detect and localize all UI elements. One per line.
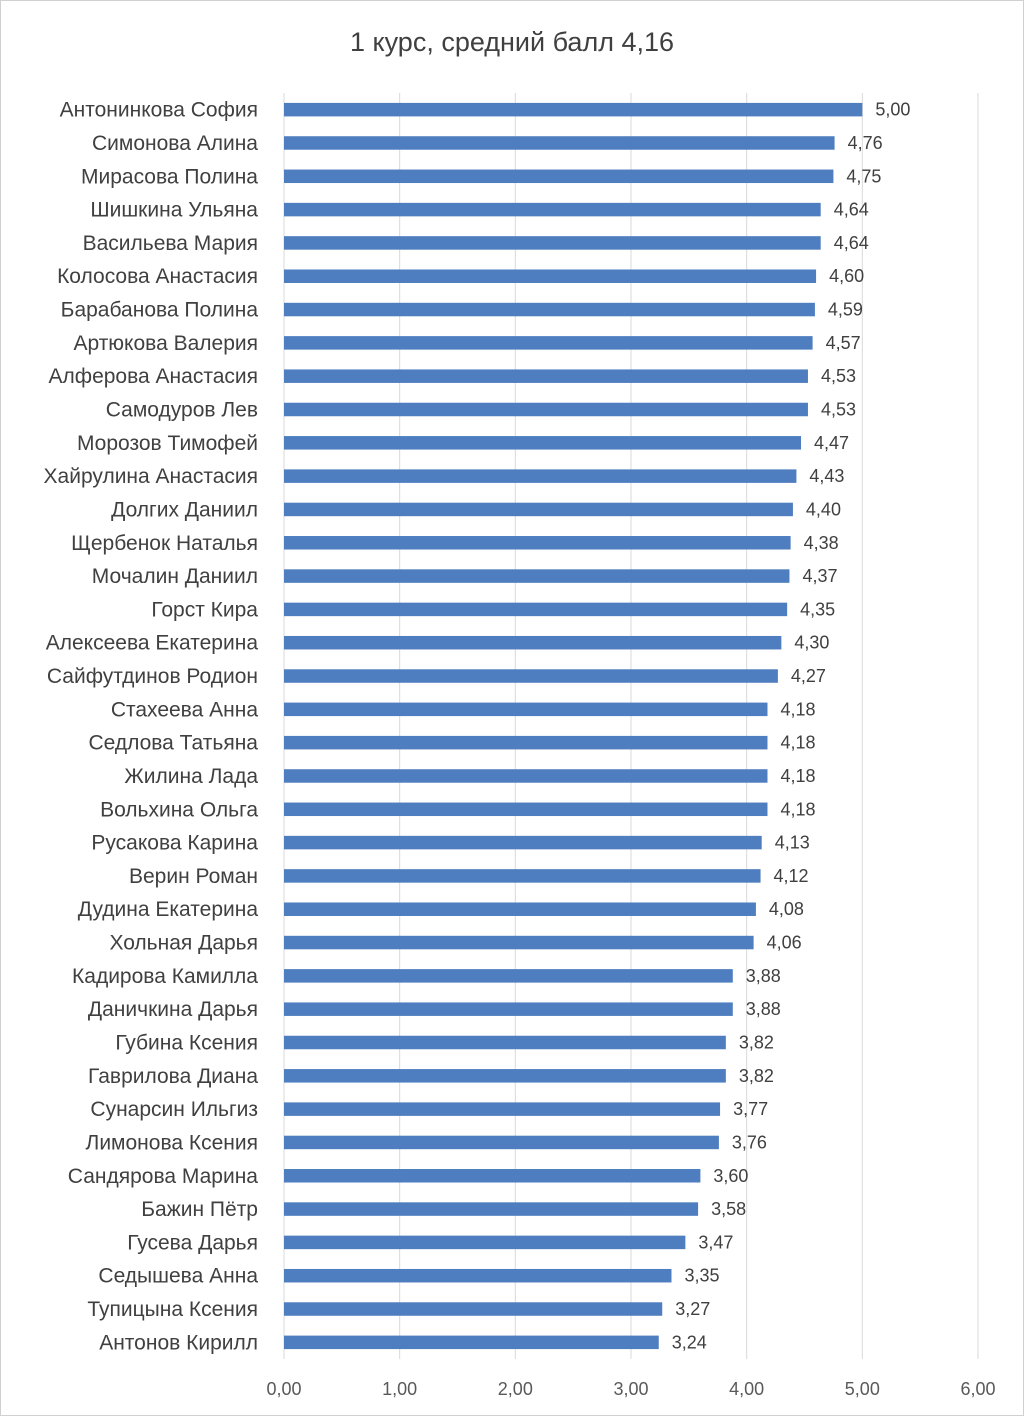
x-tick-label: 3,00 xyxy=(613,1379,649,1399)
category-label: Барабанова Полина xyxy=(60,298,258,322)
category-label: Мочалин Даниил xyxy=(91,565,258,589)
value-label: 4,57 xyxy=(825,332,861,353)
category-label: Гаврилова Диана xyxy=(88,1064,258,1088)
category-label: Шишкина Ульяна xyxy=(90,198,258,222)
value-label: 4,13 xyxy=(774,832,810,853)
bar xyxy=(284,170,833,184)
value-label: 3,24 xyxy=(671,1332,707,1353)
bar xyxy=(284,936,754,950)
bar xyxy=(284,969,733,983)
bar xyxy=(284,369,808,383)
bar xyxy=(284,1202,698,1216)
bar xyxy=(284,1236,685,1250)
value-label: 3,88 xyxy=(745,999,781,1020)
x-tick-label: 1,00 xyxy=(382,1379,418,1399)
value-label: 3,35 xyxy=(684,1265,720,1286)
category-label: Тупицына Ксения xyxy=(87,1298,258,1322)
bar xyxy=(284,269,816,283)
bar xyxy=(284,803,767,817)
value-label: 4,40 xyxy=(805,499,841,520)
category-label: Гусева Дарья xyxy=(127,1231,258,1255)
bar xyxy=(284,1169,700,1183)
category-label: Седышева Анна xyxy=(98,1264,258,1288)
value-label: 4,60 xyxy=(829,266,865,287)
value-labels xyxy=(672,100,911,1353)
value-label: 3,88 xyxy=(745,965,781,986)
bar xyxy=(284,902,756,916)
category-label: Щербенок Наталья xyxy=(71,531,258,555)
x-tick-label: 2,00 xyxy=(497,1379,533,1399)
bar xyxy=(284,303,815,317)
category-label: Антонинкова София xyxy=(59,98,258,122)
value-label: 4,43 xyxy=(809,466,845,487)
bar xyxy=(284,503,793,517)
category-label: Долгих Даниил xyxy=(111,498,258,522)
bar xyxy=(284,436,801,450)
category-label: Горст Кира xyxy=(151,598,258,622)
value-label: 5,00 xyxy=(875,99,911,120)
category-label: Даничкина Дарья xyxy=(87,998,258,1022)
x-tick-label: 0,00 xyxy=(266,1379,302,1399)
bar xyxy=(284,636,781,650)
bar xyxy=(284,136,835,150)
value-label: 3,76 xyxy=(731,1132,767,1153)
category-label: Васильева Мария xyxy=(82,231,258,255)
bar xyxy=(284,1069,726,1083)
chart-title: 1 курс, средний балл 4,16 xyxy=(349,27,675,57)
x-tick-label: 4,00 xyxy=(729,1379,765,1399)
category-label: Стахеева Анна xyxy=(110,698,258,722)
value-label: 4,30 xyxy=(794,632,830,653)
value-label: 4,64 xyxy=(833,199,869,220)
bar xyxy=(284,1036,726,1050)
bar xyxy=(284,669,778,683)
category-label: Дудина Екатерина xyxy=(77,898,258,922)
value-label: 3,60 xyxy=(713,1165,749,1186)
category-label: Губина Ксения xyxy=(115,1031,258,1055)
bar xyxy=(284,1269,671,1283)
value-label: 3,77 xyxy=(733,1099,769,1120)
value-label: 4,47 xyxy=(814,432,850,453)
category-label: Артюкова Валерия xyxy=(73,331,258,355)
value-label: 4,38 xyxy=(803,532,839,553)
bar xyxy=(284,1136,719,1150)
bar xyxy=(284,703,767,717)
value-label: 4,27 xyxy=(790,666,826,687)
value-label: 3,82 xyxy=(738,1032,774,1053)
x-axis-ticks xyxy=(266,1379,995,1399)
category-label: Сайфутдинов Родион xyxy=(46,665,258,689)
value-label: 4,18 xyxy=(780,732,816,753)
value-label: 3,27 xyxy=(675,1299,711,1320)
value-label: 3,47 xyxy=(698,1232,734,1253)
value-label: 3,82 xyxy=(738,1065,774,1086)
value-label: 4,75 xyxy=(846,166,882,187)
value-label: 4,18 xyxy=(780,765,816,786)
value-label: 4,18 xyxy=(780,699,816,720)
value-label: 4,35 xyxy=(800,599,836,620)
value-label: 4,76 xyxy=(847,132,883,153)
bar xyxy=(284,1002,733,1016)
bar xyxy=(284,1102,720,1116)
category-label: Хольная Дарья xyxy=(109,931,258,955)
category-label: Морозов Тимофей xyxy=(76,431,258,455)
bar xyxy=(284,836,762,850)
category-label: Кадирова Камилла xyxy=(72,964,258,988)
value-label: 4,64 xyxy=(833,232,869,253)
category-label: Алексеева Екатерина xyxy=(45,631,258,655)
category-label: Сунарсин Ильгиз xyxy=(90,1098,258,1122)
value-label: 4,06 xyxy=(766,932,802,953)
category-label: Алферова Анастасия xyxy=(48,365,258,389)
value-label: 4,18 xyxy=(780,799,816,820)
x-tick-label: 6,00 xyxy=(960,1379,996,1399)
category-labels xyxy=(44,99,259,1355)
bar xyxy=(284,403,808,417)
value-label: 4,08 xyxy=(768,899,804,920)
category-label: Сандярова Марина xyxy=(67,1164,258,1188)
value-label: 4,53 xyxy=(820,399,857,420)
bar xyxy=(284,336,813,350)
category-label: Лимонова Ксения xyxy=(85,1131,258,1155)
category-label: Колосова Анастасия xyxy=(57,265,258,289)
bar xyxy=(284,236,821,250)
category-label: Антонов Кирилл xyxy=(99,1331,258,1355)
bar xyxy=(284,103,862,117)
value-label: 4,53 xyxy=(820,366,857,387)
value-label: 4,12 xyxy=(773,865,809,886)
category-label: Хайрулина Анастасия xyxy=(43,465,258,489)
category-label: Вольхина Ольга xyxy=(100,798,258,822)
category-label: Бажин Пётр xyxy=(141,1198,258,1222)
bar xyxy=(284,869,761,883)
category-label: Верин Роман xyxy=(128,864,258,888)
category-label: Седлова Татьяна xyxy=(88,731,258,755)
bar xyxy=(284,536,791,550)
bar xyxy=(284,1336,659,1350)
value-label: 4,37 xyxy=(802,566,838,587)
bar xyxy=(284,1302,662,1316)
value-label: 4,59 xyxy=(827,299,863,320)
category-label: Русакова Карина xyxy=(91,831,258,855)
category-label: Жилина Лада xyxy=(124,764,258,788)
bar xyxy=(284,769,767,783)
bar xyxy=(284,736,767,750)
bar-chart xyxy=(1,1,1023,1415)
x-tick-label: 5,00 xyxy=(844,1379,880,1399)
bar xyxy=(284,469,796,483)
bar xyxy=(284,603,787,617)
category-label: Симонова Алина xyxy=(92,131,258,155)
value-label: 3,58 xyxy=(711,1199,747,1220)
bar xyxy=(284,203,821,217)
bar xyxy=(284,569,789,583)
category-label: Самодуров Лев xyxy=(105,398,258,422)
category-label: Мирасова Полина xyxy=(80,165,258,189)
